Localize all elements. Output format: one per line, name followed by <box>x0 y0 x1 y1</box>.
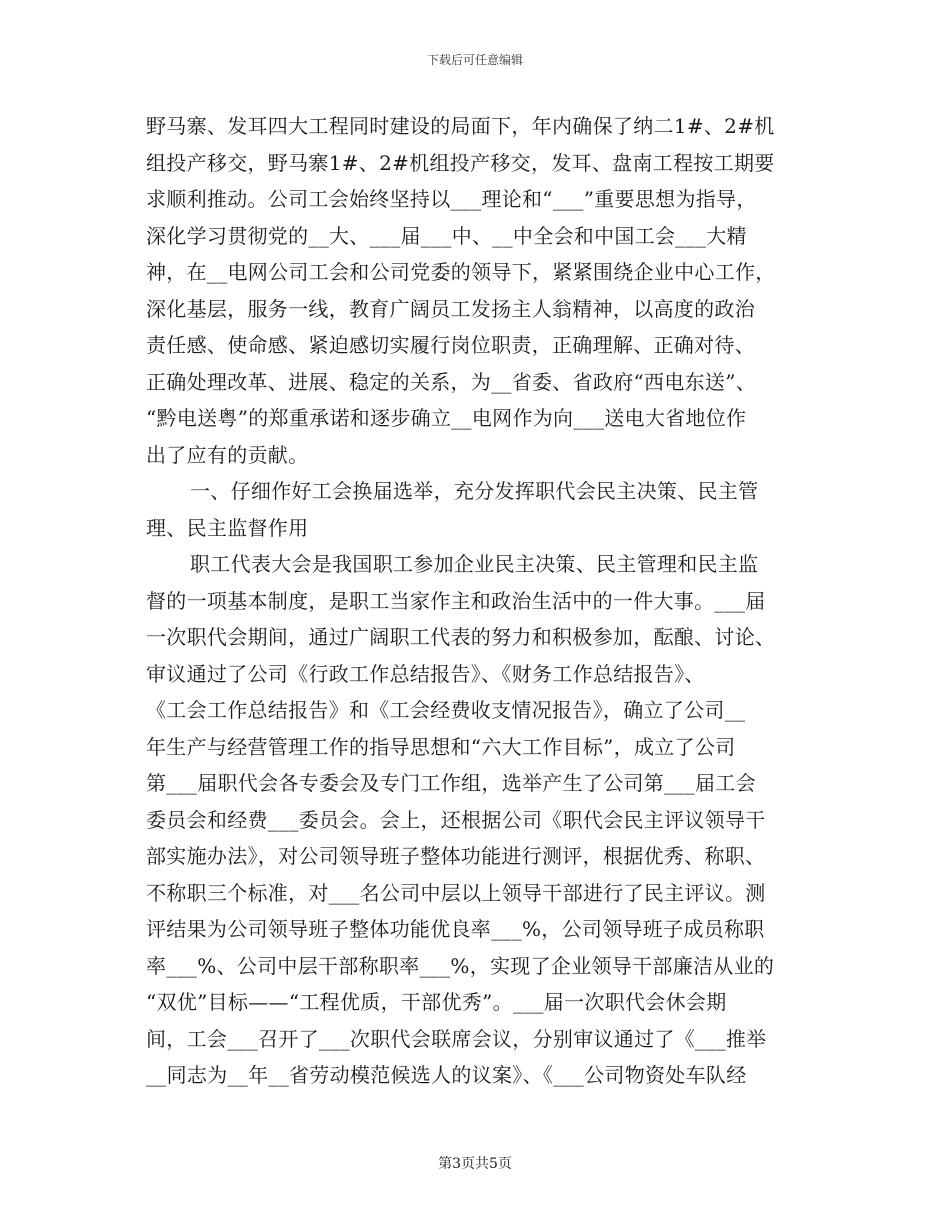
text-line: 野马寨、发耳四大工程同时建设的局面下，年内确保了纳二1#、2#机 <box>146 114 775 138</box>
text-line: 《工会工作总结报告》和《工会经费收支情况报告》，确立了公司__ <box>146 698 746 722</box>
text-line: 组投产移交，野马寨1#、2#机组投产移交，发耳、盘南工程按工期要 <box>146 150 775 175</box>
text-line: “双优”目标——“工程优质，干部优秀”。___届一次职代会休会期 <box>146 990 727 1014</box>
section-heading-line: 理、民主监督作用 <box>146 515 309 540</box>
text-line: 不称职三个标准，对___名公司中层以上领导干部进行了民主评议。测 <box>146 880 766 905</box>
text-line: 正确处理改革、进展、稳定的关系，为__省委、省政府“西电东送”、 <box>146 369 757 394</box>
text-line: 年生产与经营管理工作的指导思想和“六大工作目标”，成立了公司 <box>146 734 736 759</box>
text-line: 求顺利推动。公司工会始终坚持以___理论和“___”重要思想为指导， <box>146 187 757 211</box>
document-body <box>146 108 808 1094</box>
text-line: 一次职代会期间，通过广阔职工代表的努力和积极参加，酝酿、讨论、 <box>146 625 776 649</box>
text-line: 间，工会___召开了___次职代会联席会议，分别审议通过了《___推举 <box>146 1026 767 1051</box>
text-line: 率___%、公司中层干部称职率___%，实现了企业领导干部廉洁从业的 <box>146 953 775 978</box>
text-line: 委员会和经费___委员会。会上，还根据公司《职代会民主评议领导干 <box>146 807 766 832</box>
text-line: 职工代表大会是我国职工参加企业民主决策、民主管理和民主监 <box>190 552 759 576</box>
page-number: 第3页共5页 <box>438 1156 512 1172</box>
page-header: 下载后可任意编辑 <box>426 53 523 67</box>
text-line: 评结果为公司领导班子整体功能优良率___%，公司领导班子成员称职 <box>146 917 765 941</box>
text-line: 神，在__电网公司工会和公司党委的领导下，紧紧围绕企业中心工作， <box>146 260 776 284</box>
text-line: 深化学习贯彻党的__大、___届___中、__中全会和中国工会___大精 <box>146 223 747 248</box>
text-line: 审议通过了公司《行政工作总结报告》、《财务工作总结报告》、 <box>146 661 705 686</box>
text-line: 出了应有的贡献。 <box>146 442 309 467</box>
text-line: __同志为__年__省劳动模范候选人的议案》、《___公司物资处车队经 <box>146 1063 747 1087</box>
text-line: “黔电送粤”的郑重承诺和逐步确立__电网作为向___送电大省地位作 <box>146 406 747 430</box>
text-line: 部实施办法》，对公司领导班子整体功能进行测评，根据优秀、称职、 <box>146 844 766 868</box>
text-line: 督的一项基本制度，是职工当家作主和政治生活中的一件大事。___届 <box>146 588 766 613</box>
text-line: 深化基层，服务一线，教育广阔员工发扬主人翁精神，以高度的政治 <box>146 296 755 321</box>
text-line: 责任感、使命感、紧迫感切实履行岗位职责，正确理解、正确对待、 <box>146 333 755 357</box>
text-line: 第___届职代会各专委会及专门工作组，选举产生了公司第___届工会 <box>146 771 756 795</box>
section-heading-line: 一、仔细作好工会换届选举，充分发挥职代会民主决策、民主管 <box>190 479 759 503</box>
